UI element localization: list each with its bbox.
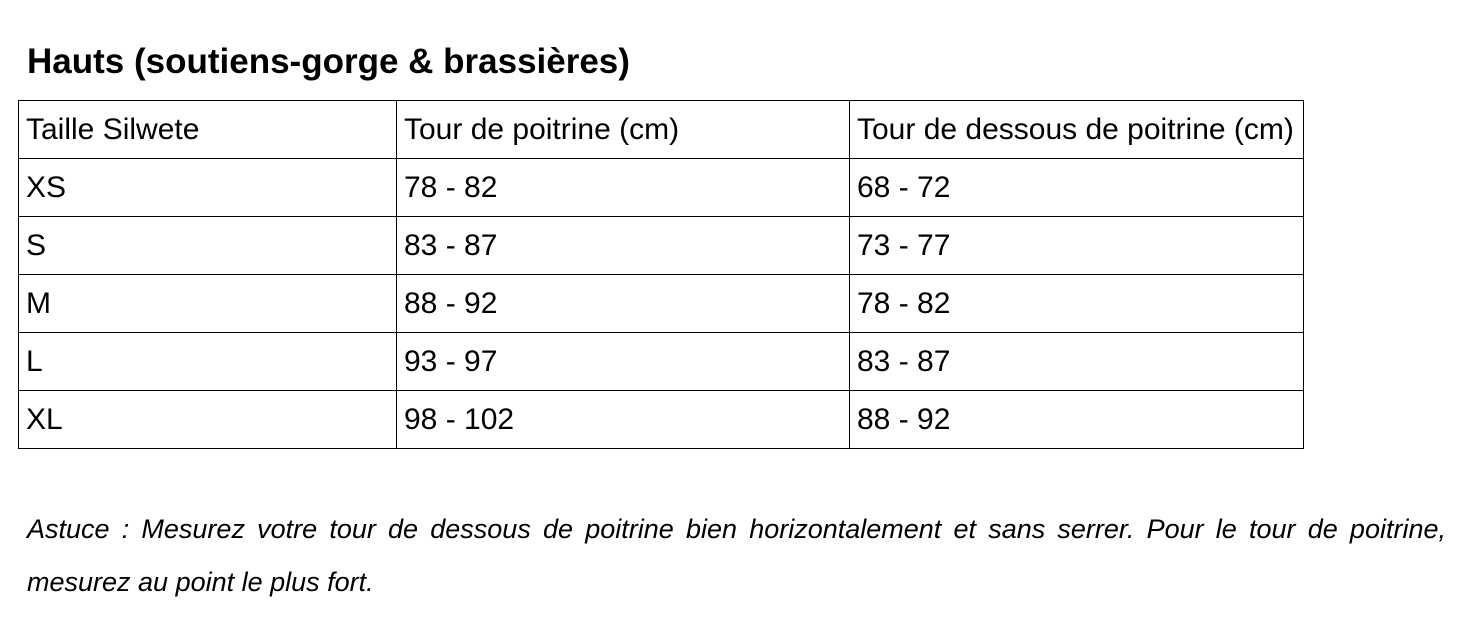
size-cell: M (19, 275, 397, 333)
table-row (19, 391, 1304, 449)
measurement-tip: Astuce : Mesurez votre tour de dessous de poitrine bien horizontalement et sans serrer. Pour le tour de poitrine, mesurez au point le plus fort. (27, 514, 1446, 597)
header-bust: Tour de poitrine (cm) (397, 101, 850, 159)
size-cell: XS (19, 159, 397, 217)
size-cell: S (19, 217, 397, 275)
underbust-cell: 88 - 92 (850, 391, 1304, 449)
underbust-cell: 73 - 77 (850, 217, 1304, 275)
header-size: Taille Silwete (19, 101, 397, 159)
table-row (19, 159, 1304, 217)
page-title: Hauts (soutiens-gorge & brassières) (27, 42, 630, 81)
bust-cell: 98 - 102 (397, 391, 850, 449)
size-cell: XL (19, 391, 397, 449)
header-underbust: Tour de dessous de poitrine (cm) (850, 101, 1304, 159)
underbust-cell: 78 - 82 (850, 275, 1304, 333)
underbust-cell: 83 - 87 (850, 333, 1304, 391)
bust-cell: 83 - 87 (397, 217, 850, 275)
size-chart-table (18, 100, 1304, 449)
table-row (19, 217, 1304, 275)
bust-cell: 88 - 92 (397, 275, 850, 333)
underbust-cell: 68 - 72 (850, 159, 1304, 217)
size-cell: L (19, 333, 397, 391)
bust-cell: 93 - 97 (397, 333, 850, 391)
table-header-row (19, 101, 1304, 159)
bust-cell: 78 - 82 (397, 159, 850, 217)
table-row (19, 333, 1304, 391)
table-row (19, 275, 1304, 333)
